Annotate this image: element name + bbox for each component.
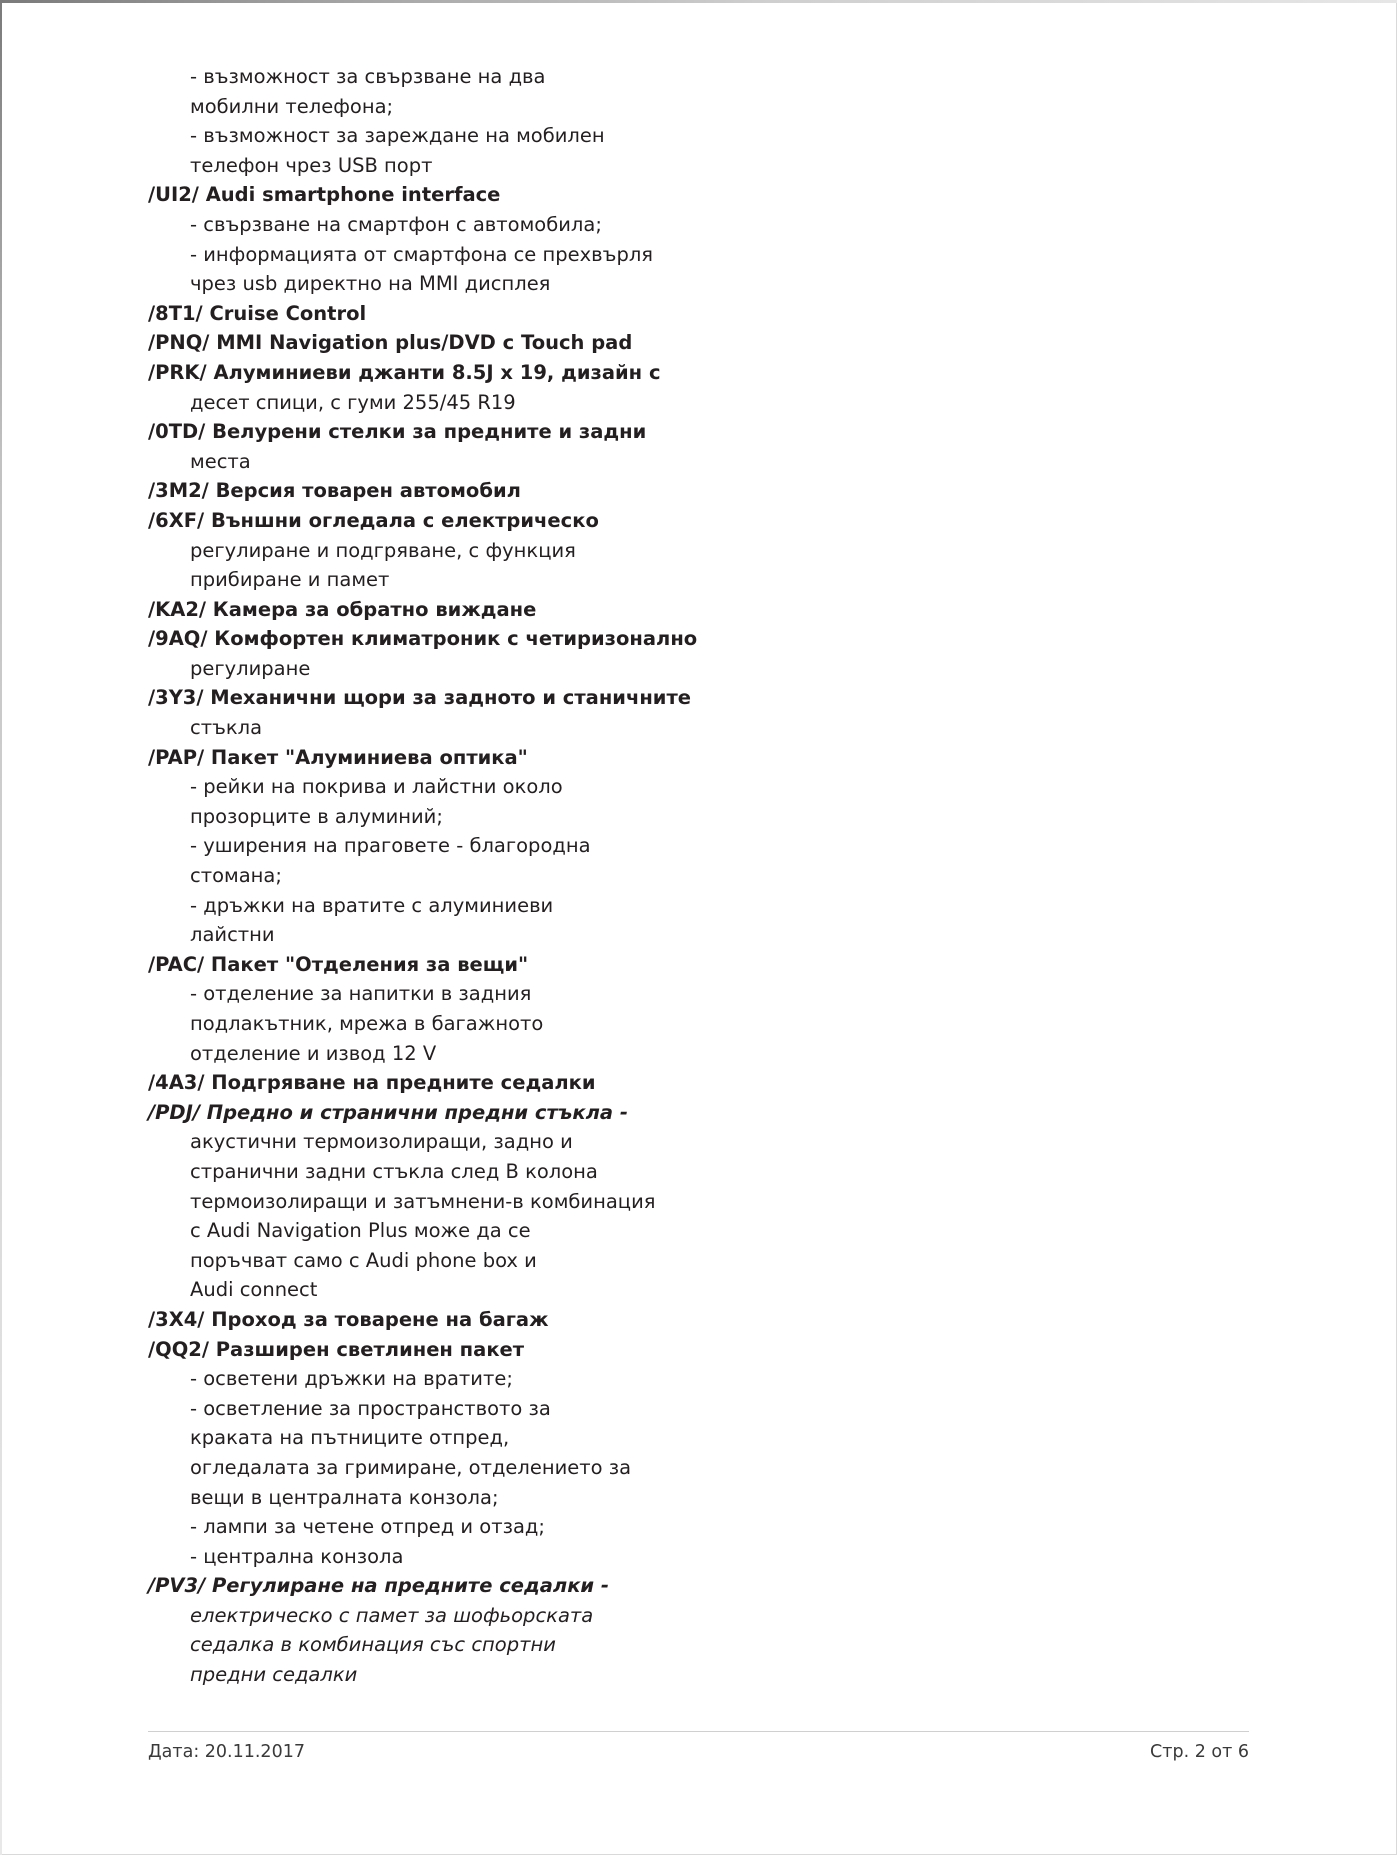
option-entry (148, 476, 1258, 506)
option-detail-line: - възможност за свързване на два (190, 65, 546, 88)
option-detail-line: - централна конзола (190, 1544, 404, 1568)
option-entry (148, 743, 1258, 950)
option-entry (148, 595, 1258, 625)
option-entry (148, 1098, 1258, 1305)
footer-page-number: Стр. 2 от 6 (1150, 1742, 1249, 1762)
option-detail-line: - осветление за пространството за (190, 1396, 551, 1420)
option-detail-line: десет спици, с гуми 255/45 R19 (190, 390, 516, 414)
option-entry (148, 62, 1258, 180)
option-detail-line: - лампи за четене отпред и отзад; (190, 1515, 545, 1539)
option-heading: /0TD/ Велурени стелки за предните и задни (148, 420, 647, 444)
option-heading: /PNQ/ MMI Navigation plus/DVD c Touch pad (148, 331, 633, 355)
option-detail-line: странични задни стъкла след В колона (190, 1159, 598, 1183)
option-entry (148, 1068, 1258, 1098)
option-heading: /3M2/ Версия товарен автомобил (148, 479, 521, 503)
option-heading: /PRK/ Алуминиеви джанти 8.5J x 19, дизайн с (148, 360, 661, 384)
option-detail-line: Audi connect (190, 1278, 318, 1302)
option-heading: /QQ2/ Разширен светлинен пакет (148, 1337, 525, 1361)
option-entry (148, 506, 1258, 595)
option-entry (148, 1305, 1258, 1335)
option-detail-line: стомана; (190, 864, 282, 888)
option-heading: /6XF/ Външни огледала с електрическо (148, 508, 599, 532)
option-entry (148, 417, 1258, 476)
option-entry (148, 683, 1258, 742)
option-heading: /PDJ/ Предно и странични предни стъкла - (148, 1100, 628, 1124)
option-heading: /UI2/ Audi smartphone interface (148, 183, 501, 207)
option-detail-line: - възможност за зареждане на мобилен (190, 124, 605, 148)
option-heading: /PAP/ Пакет "Алуминиева оптика" (148, 745, 528, 769)
option-detail-line: прозорците в алуминий; (190, 804, 443, 828)
option-entry (148, 180, 1258, 298)
option-heading: /PAC/ Пакет "Отделения за вещи" (148, 952, 529, 976)
option-entry (148, 358, 1258, 417)
option-entry (148, 328, 1258, 358)
option-detail-line: огледалата за гримиране, отделението за (190, 1455, 632, 1479)
page-footer (148, 1731, 1249, 1771)
option-entry (148, 950, 1258, 1068)
option-entry (148, 1335, 1258, 1572)
option-detail-line: - дръжки на вратите с алуминиеви (190, 893, 554, 917)
option-detail-line: - отделение за напитки в задния (190, 982, 532, 1006)
option-detail-line: лайстни (190, 923, 275, 947)
option-heading: /4A3/ Подгряване на предните седалки (148, 1071, 596, 1095)
option-detail-line: подлакътник, мрежа в багажното (190, 1012, 544, 1035)
option-detail-line: - осветени дръжки на вратите; (190, 1367, 513, 1391)
option-heading: /9AQ/ Комфортен климатроник с четиризонално (148, 627, 698, 651)
option-detail-line: - рейки на покрива и лайстни около (190, 775, 563, 799)
option-detail-line: акустични термоизолиращи, задно и (190, 1130, 573, 1154)
option-detail-line: мобилни телефона; (190, 94, 394, 118)
option-detail-line: - информацията от смартфона се прехвърля (190, 242, 654, 266)
option-detail-line: поръчват само с Audi phone box и (190, 1248, 537, 1272)
footer-date: Дата: 20.11.2017 (148, 1742, 305, 1762)
option-detail-line: предни седалки (190, 1663, 358, 1687)
option-heading: /3Y3/ Механични щори за задното и станичните (148, 686, 692, 710)
option-heading: /PV3/ Регулиране на предните седалки - (148, 1574, 609, 1598)
option-detail-line: места (190, 449, 251, 473)
option-detail-line: седалка в комбинация със спортни (190, 1633, 556, 1657)
option-detail-line: вещи в централната конзола; (190, 1485, 499, 1509)
option-entry (148, 624, 1258, 683)
option-detail-line: отделение и извод 12 V (190, 1041, 437, 1065)
option-detail-line: електрическо с памет за шофьорската (190, 1603, 594, 1627)
option-detail-line: регулиране (190, 656, 311, 680)
option-detail-line: прибиране и памет (190, 568, 390, 592)
options-list (148, 62, 1258, 1690)
footer-divider (148, 1731, 1249, 1732)
option-detail-line: чрез usb директно на MMI дисплея (190, 272, 551, 296)
option-entry (148, 299, 1258, 329)
option-heading: /3X4/ Проход за товарене на багаж (148, 1307, 549, 1331)
option-entry (148, 1571, 1258, 1689)
option-detail-line: краката на пътниците отпред, (190, 1426, 510, 1450)
option-detail-line: стъкла (190, 716, 263, 740)
option-detail-line: - свързване на смартфон с автомобила; (190, 212, 602, 236)
option-detail-line: регулиране и подгряване, с функция (190, 538, 576, 562)
option-detail-line: с Audi Navigation Plus може да се (190, 1219, 531, 1243)
option-heading: /8T1/ Cruise Control (148, 301, 367, 325)
option-heading: /KA2/ Камера за обратно виждане (148, 597, 537, 621)
option-detail-line: - уширения на праговете - благородна (190, 834, 591, 858)
option-detail-line: телефон чрез USB порт (190, 153, 433, 177)
option-detail-line: термоизолиращи и затъмнени-в комбинация (190, 1189, 656, 1213)
